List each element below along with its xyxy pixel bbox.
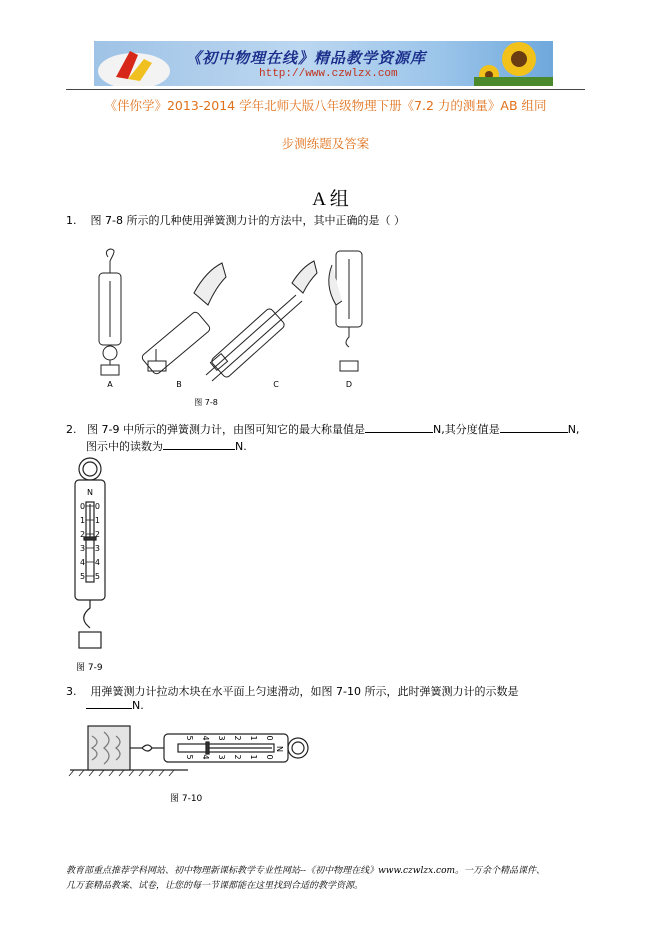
answer-blank-reading[interactable] — [163, 439, 235, 450]
scale-tick-label: 1 — [249, 735, 258, 741]
answer-blank-reading[interactable] — [86, 698, 132, 709]
answer-blank-division[interactable] — [500, 422, 568, 433]
document-title-line2: 步测练题及答案 — [281, 136, 370, 151]
question-text: 图示中的读数为 — [86, 440, 163, 453]
question-text: 其分度值是 — [444, 423, 500, 436]
figure-label-c: C — [273, 380, 279, 389]
question-3-line2 — [86, 698, 144, 712]
scale-weight — [79, 632, 101, 648]
scale-pointer — [206, 742, 209, 754]
scale-tick-label: 3 — [217, 754, 226, 760]
scale-tick-label: 5 — [80, 572, 86, 581]
figure-label-d: D — [345, 380, 353, 389]
scale-tick-label: 0 — [94, 502, 100, 511]
figure-label-b: B — [176, 380, 182, 389]
scale-tick-label: 1 — [249, 754, 258, 760]
question-3-line1 — [66, 683, 518, 699]
question-text: 用弹簧测力计拉动木块在水平面上匀速滑动，如图 7-10 所示，此时弹簧测力计的示数是 — [90, 685, 519, 698]
scale-tick-label: 4 — [201, 735, 210, 741]
scale-tick-label: 4 — [80, 558, 86, 567]
figure-caption: 图 7-8 — [194, 398, 218, 407]
unit-label: N, — [432, 423, 445, 436]
question-number: 1. — [66, 214, 77, 227]
scale-tick-label: 0 — [80, 502, 86, 511]
scale-tick-label: 2 — [94, 530, 100, 539]
unit-label: N. — [132, 699, 144, 712]
question-1 — [66, 212, 405, 228]
scale-tick-label: 2 — [233, 754, 242, 760]
figure-caption: 图 7-10 — [170, 794, 203, 804]
banner-url[interactable]: http://www.czwlzx.com — [259, 68, 398, 80]
question-2-line1 — [66, 421, 579, 437]
answer-blank-max[interactable] — [365, 422, 433, 433]
figure-7-10 — [68, 718, 318, 808]
question-text: 图 7-8 所示的几种使用弹簧测力计的方法中，其中正确的是（ ） — [90, 214, 405, 227]
scale-tick-label: 1 — [94, 516, 100, 525]
group-heading: A 组 — [312, 189, 349, 210]
header-banner — [94, 41, 553, 86]
scale-tick-label: 1 — [80, 516, 86, 525]
scale-tick-label: 3 — [217, 735, 226, 741]
document-title-line1: 《伴你学》2013-2014 学年北师大版八年级物理下册《7.2 力的测量》AB 组同 — [104, 98, 547, 113]
figure-caption: 图 7-9 — [76, 663, 103, 673]
spring-scale-d — [329, 251, 362, 371]
question-number: 3. — [66, 685, 77, 698]
scale-tick-label: 2 — [233, 735, 242, 741]
figure-7-8 — [86, 245, 376, 410]
question-text: 图 7-9 中所示的弹簧测力计，由图可知它的最大称量值是 — [87, 423, 365, 436]
scale-tick-label: 5 — [185, 754, 194, 760]
scale-tick-label: 3 — [94, 544, 100, 553]
scale-tick-label: 5 — [94, 572, 100, 581]
footer-line1: 教育部重点推荐学科网站、初中物理新课标教学专业性网站--《初中物理在线》www.czwlzx.com。一万余个精品课件、 — [66, 866, 546, 876]
scale-tick-label: 0 — [265, 754, 274, 760]
scale-tick-label: 4 — [94, 558, 100, 567]
scale-unit-label: N — [87, 488, 93, 497]
figure-7-9 — [66, 452, 146, 674]
scale-tick-label: 4 — [201, 754, 210, 760]
scale-tick-label: 5 — [185, 735, 194, 741]
scale-unit-label: N — [275, 746, 284, 752]
footer-note — [66, 864, 601, 894]
scale-tick-label: 2 — [80, 530, 86, 539]
question-number: 2. — [66, 423, 77, 436]
unit-label: N, — [567, 423, 580, 436]
footer-line2: 几万套精品教案、试卷，让您的每一节课都能在这里找到合适的教学资源。 — [66, 881, 364, 891]
banner-title: 《初中物理在线》精品教学资源库 — [186, 49, 427, 67]
wood-block — [88, 726, 130, 770]
scale-tick-label: 0 — [265, 735, 274, 741]
scale-tick-label: 3 — [80, 544, 86, 553]
figure-label-a: A — [107, 380, 113, 389]
header-rule — [66, 89, 585, 90]
spring-scale-a — [99, 249, 121, 375]
unit-label: N. — [235, 440, 247, 453]
